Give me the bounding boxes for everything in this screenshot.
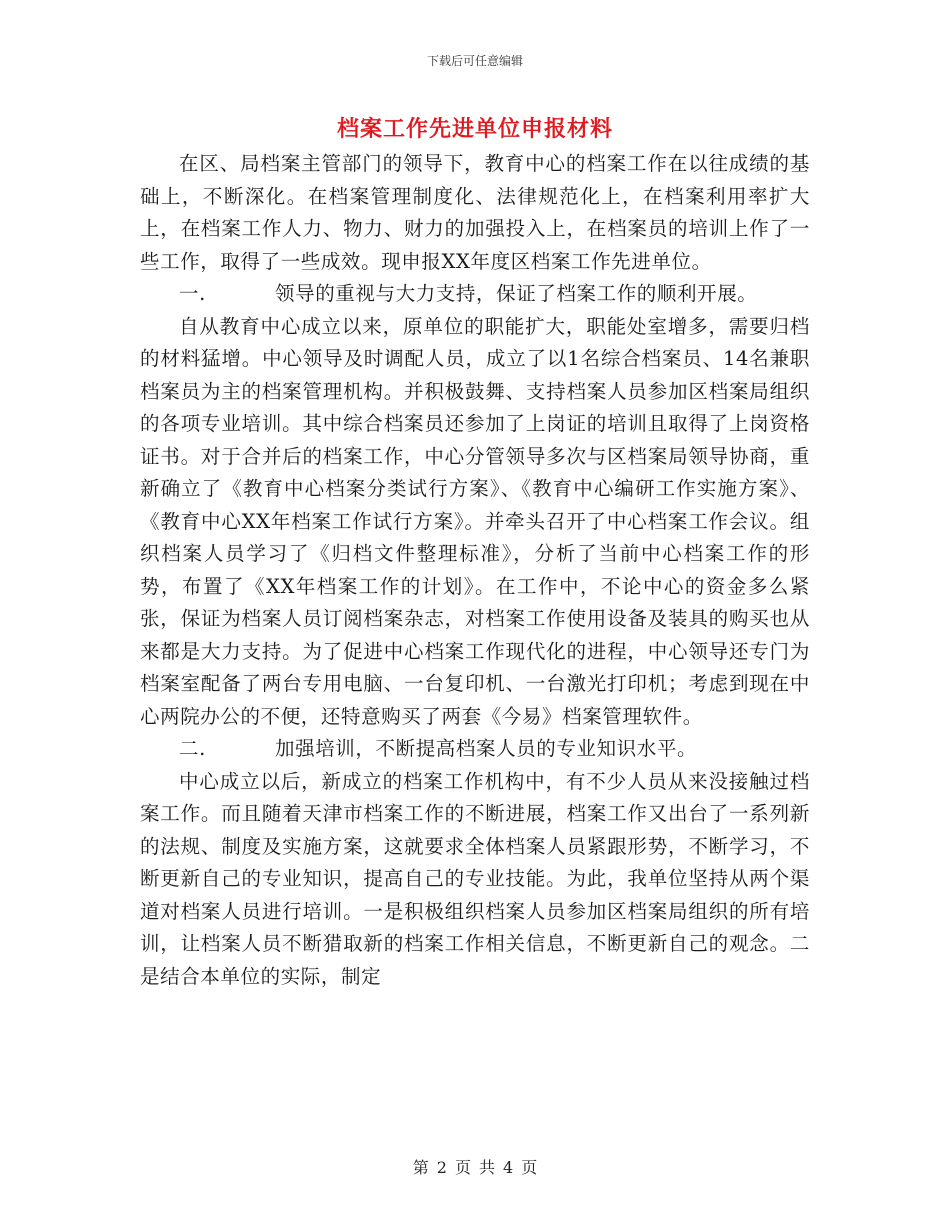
footer-page-unit: 页 <box>454 1158 471 1177</box>
footer-total-pages: 4 <box>503 1158 514 1177</box>
section-2-number: 二. <box>179 737 206 760</box>
document-body <box>140 148 810 993</box>
intro-paragraph: 在区、局档案主管部门的领导下，教育中心的档案工作在以往成绩的基础上，不断深化。在档案管理制度化、法律规范化上，在档案利用率扩大上，在档案工作人力、物力、财力的加强投入上，在档案员的培训上作了一些工作，取得了一些成效。现申报XX年度区档案工作先进单位。 <box>140 152 810 273</box>
footer-suffix: 页 <box>521 1158 538 1177</box>
section-2-title: 加强培训，不断提高档案人员的专业知识水平。 <box>275 737 698 760</box>
footer-total-word: 共 <box>479 1158 496 1177</box>
footer-prefix: 第 <box>412 1158 429 1177</box>
page-footer <box>0 1155 950 1178</box>
section-1-paragraph: 自从教育中心成立以来，原单位的职能扩大，职能处室增多，需要归档的材料猛增。中心领导及时调配人员，成立了以1名综合档案员、14名兼职档案员为主的档案管理机构。并积极鼓舞、支持档案人员参加区档案局组织的各项专业培训。其中综合档案员还参加了上岗证的培训且取得了上岗资格证书。对于合并后的档案工作，中心分管领导多次与区档案局领导协商，重新确立了《教育中心档案分类试行方案》、《教育中心编研工作实施方案》、《教育中心XX年档案工作试行方案》。并牵头召开了中心档案工作会议。组织档案人员学习了《归档文件整理标准》，分析了当前中心档案工作的形势，布置了《XX年档案工作的计划》。在工作中，不论中心的资金多么紧张，保证为档案人员订阅档案杂志，对档案工作使用设备及装具的购买也从来都是大力支持。为了促进中心档案工作现代化的进程，中心领导还专门为档案室配备了两台专用电脑、一台复印机、一台激光打印机；考虑到现在中心两院办公的不便，还特意购买了两套《今易》档案管理软件。 <box>140 314 810 728</box>
section-2-paragraph: 中心成立以后，新成立的档案工作机构中，有不少人员从来没接触过档案工作。而且随着天津市档案工作的不断进展，档案工作又出台了一系列新的法规、制度及实施方案，这就要求全体档案人员紧跟形势，不断学习，不断更新自己的专业知识，提高自己的专业技能。为此，我单位坚持从两个渠道对档案人员进行培训。一是积极组织档案人员参加区档案局组织的所有培训，让档案人员不断猎取新的档案工作相关信息，不断更新自己的观念。二是结合本单位的实际，制定 <box>140 769 810 988</box>
document-title: 档案工作先进单位申报材料 <box>336 116 613 142</box>
section-1-heading <box>140 278 810 311</box>
section-1-number: 一. <box>179 282 206 305</box>
section-2-heading <box>140 733 810 766</box>
footer-current-page: 2 <box>436 1158 447 1177</box>
section-1-title: 领导的重视与大力支持，保证了档案工作的顺利开展。 <box>275 282 758 305</box>
header-note: 下载后可任意编辑 <box>426 54 523 68</box>
